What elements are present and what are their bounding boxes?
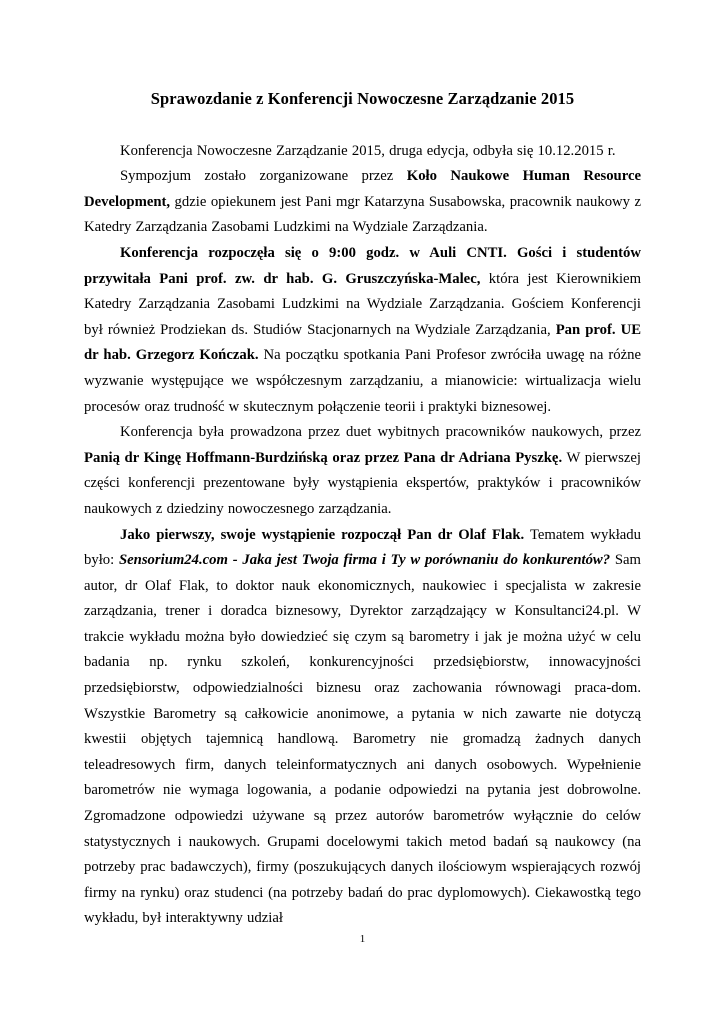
text-run: Na początku spotkania Pani Profesor zwróciła uwagę na różne wyzwanie występujące we współczesnym zarządzaniu, a mianowicie: wirtualizacja wielu procesów oraz trudność w skutecznym połączenie teorii i praktyki biznesowej. <box>84 347 641 415</box>
text-run: Konferencja Nowoczesne Zarządzanie 2015, druga edycja, odbyła się 10.12.2015 r. <box>120 142 616 159</box>
document-title: Sprawozdanie z Konferencji Nowoczesne Zarządzanie 2015 <box>150 89 575 108</box>
text-run-bold: Koło Naukowe Human Resource Development, <box>84 168 642 210</box>
paragraph <box>84 420 641 522</box>
text-run-bold-italic: Sensorium24.com - Jaka jest Twoja firma i Ty w porównaniu do konkurentów? <box>118 552 611 569</box>
page-number: 1 <box>359 933 366 945</box>
text-run: W pierwszej części konferencji prezentowane były wystąpienia ekspertów, praktyków i pracowników naukowych z dziedziny nowoczesnego zarządzania. <box>84 449 641 517</box>
text-run: Konferencja była prowadzona przez duet wybitnych pracowników naukowych, przez <box>120 424 641 441</box>
paragraph <box>84 164 641 241</box>
text-run: Sympozjum zostało zorganizowane przez <box>120 168 407 185</box>
paragraph <box>84 139 641 165</box>
text-run-bold: Konferencja rozpoczęła się o 9:00 godz. w Auli CNTI. Gości i studentów przywitała Pani prof. zw. dr hab. G. Gruszczyńska-Malec, <box>84 244 641 287</box>
paragraph <box>84 241 641 420</box>
text-run: gdzie opiekunem jest Pani mgr Katarzyna Susabowska, pracownik naukowy z Katedry Zarządzania Zasobami Ludzkimi na Wydziale Zarządzania. <box>84 193 641 236</box>
page-footer <box>0 932 725 946</box>
text-run: która jest Kierownikiem Katedry Zarządzania Zasobami Ludzkimi na Wydziale Zarządzania. Gościem Konferencji był również Prodziekan ds. Studiów Stacjonarnych na Wydziale Zarządzania, <box>84 270 641 338</box>
paragraph <box>84 523 641 933</box>
document-body <box>84 139 641 932</box>
text-run-bold: Panią dr Kingę Hoffmann-Burdzińską oraz przez Pana dr Adriana Pyszkę. <box>84 449 563 466</box>
text-run: Sam autor, dr Olaf Flak, to doktor nauk ekonomicznych, naukowiec i specjalista w zakresie zarządzania, trener i doradca biznesowy, Dyrektor zarządzający w Konsultanci24.pl. W trakcie wykładu można było dowiedzieć się czym są barometry i jak je można użyć w celu badania np. rynku szkoleń, konkurencyjności przedsiębiorstw, innowacyjności przedsiębiorstw, odpowiedzialności biznesu oraz zachowania równowagi praca-dom. Wszystkie Barometry są całkowicie anonimowe, a pytania w nich zawarte nie dotyczą kwestii objętych tajemnicą handlową. Barometry nie gromadzą żadnych danych teleadresowych firm, danych teleinformatycznych ani danych osobowych. Wypełnienie barometrów nie wymaga logowania, a podanie odpowiedzi na pytania jest dobrowolne. Zgromadzone odpowiedzi używane są przez autorów barometrów wyłącznie do celów statystycznych i naukowych. Grupami docelowymi takich metod badań są naukowcy (na potrzeby prac badawczych), firmy (poszukujących danych ilościowym wspierających rozwój firmy na rynku) oraz studenci (na potrzeby badań do prac dyplomowych). Ciekawostką tego wykładu, był interaktywny udział <box>84 552 641 927</box>
text-run: Tematem wykładu było: <box>84 526 641 569</box>
text-run-bold: Jako pierwszy, swoje wystąpienie rozpoczął Pan dr Olaf Flak. <box>120 526 525 543</box>
text-run-bold: Pan prof. UE dr hab. Grzegorz Kończak. <box>84 321 641 364</box>
